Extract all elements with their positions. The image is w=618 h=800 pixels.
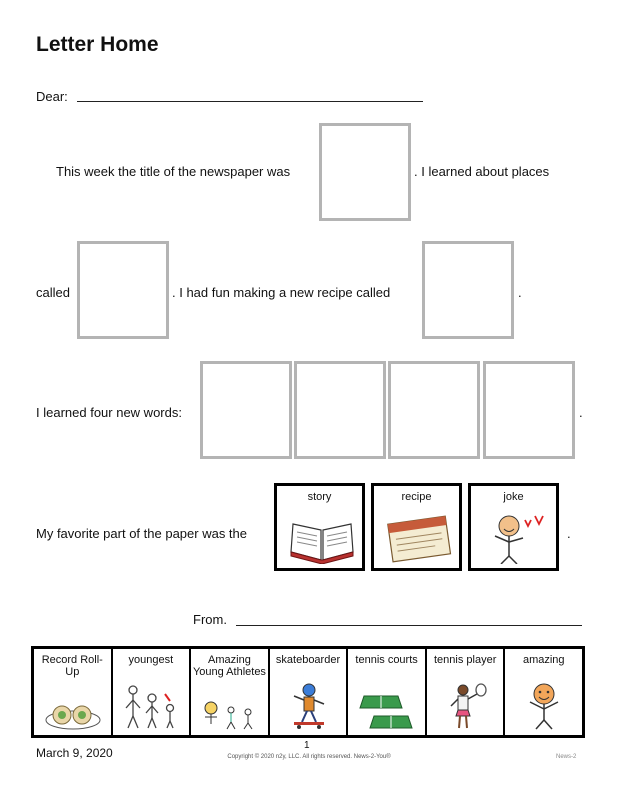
copyright-notice: Copyright © 2020 n2y, LLC. All rights reserved. News-2-You® — [227, 754, 391, 760]
tennis-courts-icon — [358, 678, 416, 730]
sentence3-end: . — [579, 405, 583, 420]
newspaper-title-box[interactable] — [319, 123, 411, 221]
sentence4-start: My favorite part of the paper was the — [36, 526, 247, 541]
dear-name-line[interactable] — [77, 101, 423, 102]
vocab-cell[interactable] — [113, 649, 192, 735]
recipe-card-icon — [384, 512, 454, 564]
choice-label: story — [307, 491, 332, 503]
open-book-icon — [287, 512, 357, 564]
sentence2-middle: . I had fun making a new recipe called — [172, 285, 391, 300]
page-title: Letter Home — [36, 33, 159, 56]
vocab-cell[interactable] — [191, 649, 270, 735]
vocab-label: tennis courts — [355, 654, 418, 666]
vocab-label: Record Roll-Up — [41, 654, 103, 678]
choice-joke[interactable] — [468, 483, 559, 571]
sentence2-end: . — [518, 285, 522, 300]
three-people-icon — [123, 682, 181, 730]
vocab-cell[interactable] — [505, 649, 582, 735]
vocabulary-strip — [31, 646, 585, 738]
young-athletes-icon — [201, 700, 259, 730]
sentence1-end: . I learned about places — [414, 164, 550, 179]
footer-tag: News-2 — [556, 754, 577, 760]
sentence2-start: called — [36, 285, 70, 300]
from-name-line[interactable] — [236, 625, 582, 626]
new-word-box-3[interactable] — [388, 361, 480, 459]
vocab-label: skateboarder — [275, 654, 341, 666]
recipe-name-box[interactable] — [422, 241, 514, 339]
vocab-label: amazing — [522, 654, 565, 666]
vocab-cell[interactable] — [270, 649, 349, 735]
vocab-cell[interactable] — [348, 649, 427, 735]
from-label: From. — [193, 612, 227, 627]
laughing-person-icon — [481, 512, 551, 564]
footer-date: March 9, 2020 — [36, 746, 113, 760]
choice-label: recipe — [401, 491, 432, 503]
choice-story[interactable] — [274, 483, 365, 571]
roll-up-plate-icon — [44, 690, 102, 730]
dear-label: Dear: — [36, 89, 68, 104]
vocab-label: youngest — [128, 654, 174, 666]
tennis-player-icon — [437, 682, 495, 730]
vocab-label: Amazing Young Athletes — [192, 654, 266, 678]
new-word-box-4[interactable] — [483, 361, 575, 459]
vocab-cell[interactable] — [427, 649, 506, 735]
sentence1-start: This week the title of the newspaper was — [56, 164, 291, 179]
amazed-face-icon — [515, 682, 573, 730]
sentence4-end: . — [567, 526, 571, 541]
vocab-cell[interactable] — [34, 649, 113, 735]
new-word-box-2[interactable] — [294, 361, 386, 459]
page-number: 1 — [304, 740, 310, 751]
sentence3-start: I learned four new words: — [36, 405, 182, 420]
vocab-label: tennis player — [433, 654, 497, 666]
places-box[interactable] — [77, 241, 169, 339]
choice-recipe[interactable] — [371, 483, 462, 571]
choice-label: joke — [503, 491, 524, 503]
skateboarder-icon — [280, 682, 338, 730]
new-word-box-1[interactable] — [200, 361, 292, 459]
